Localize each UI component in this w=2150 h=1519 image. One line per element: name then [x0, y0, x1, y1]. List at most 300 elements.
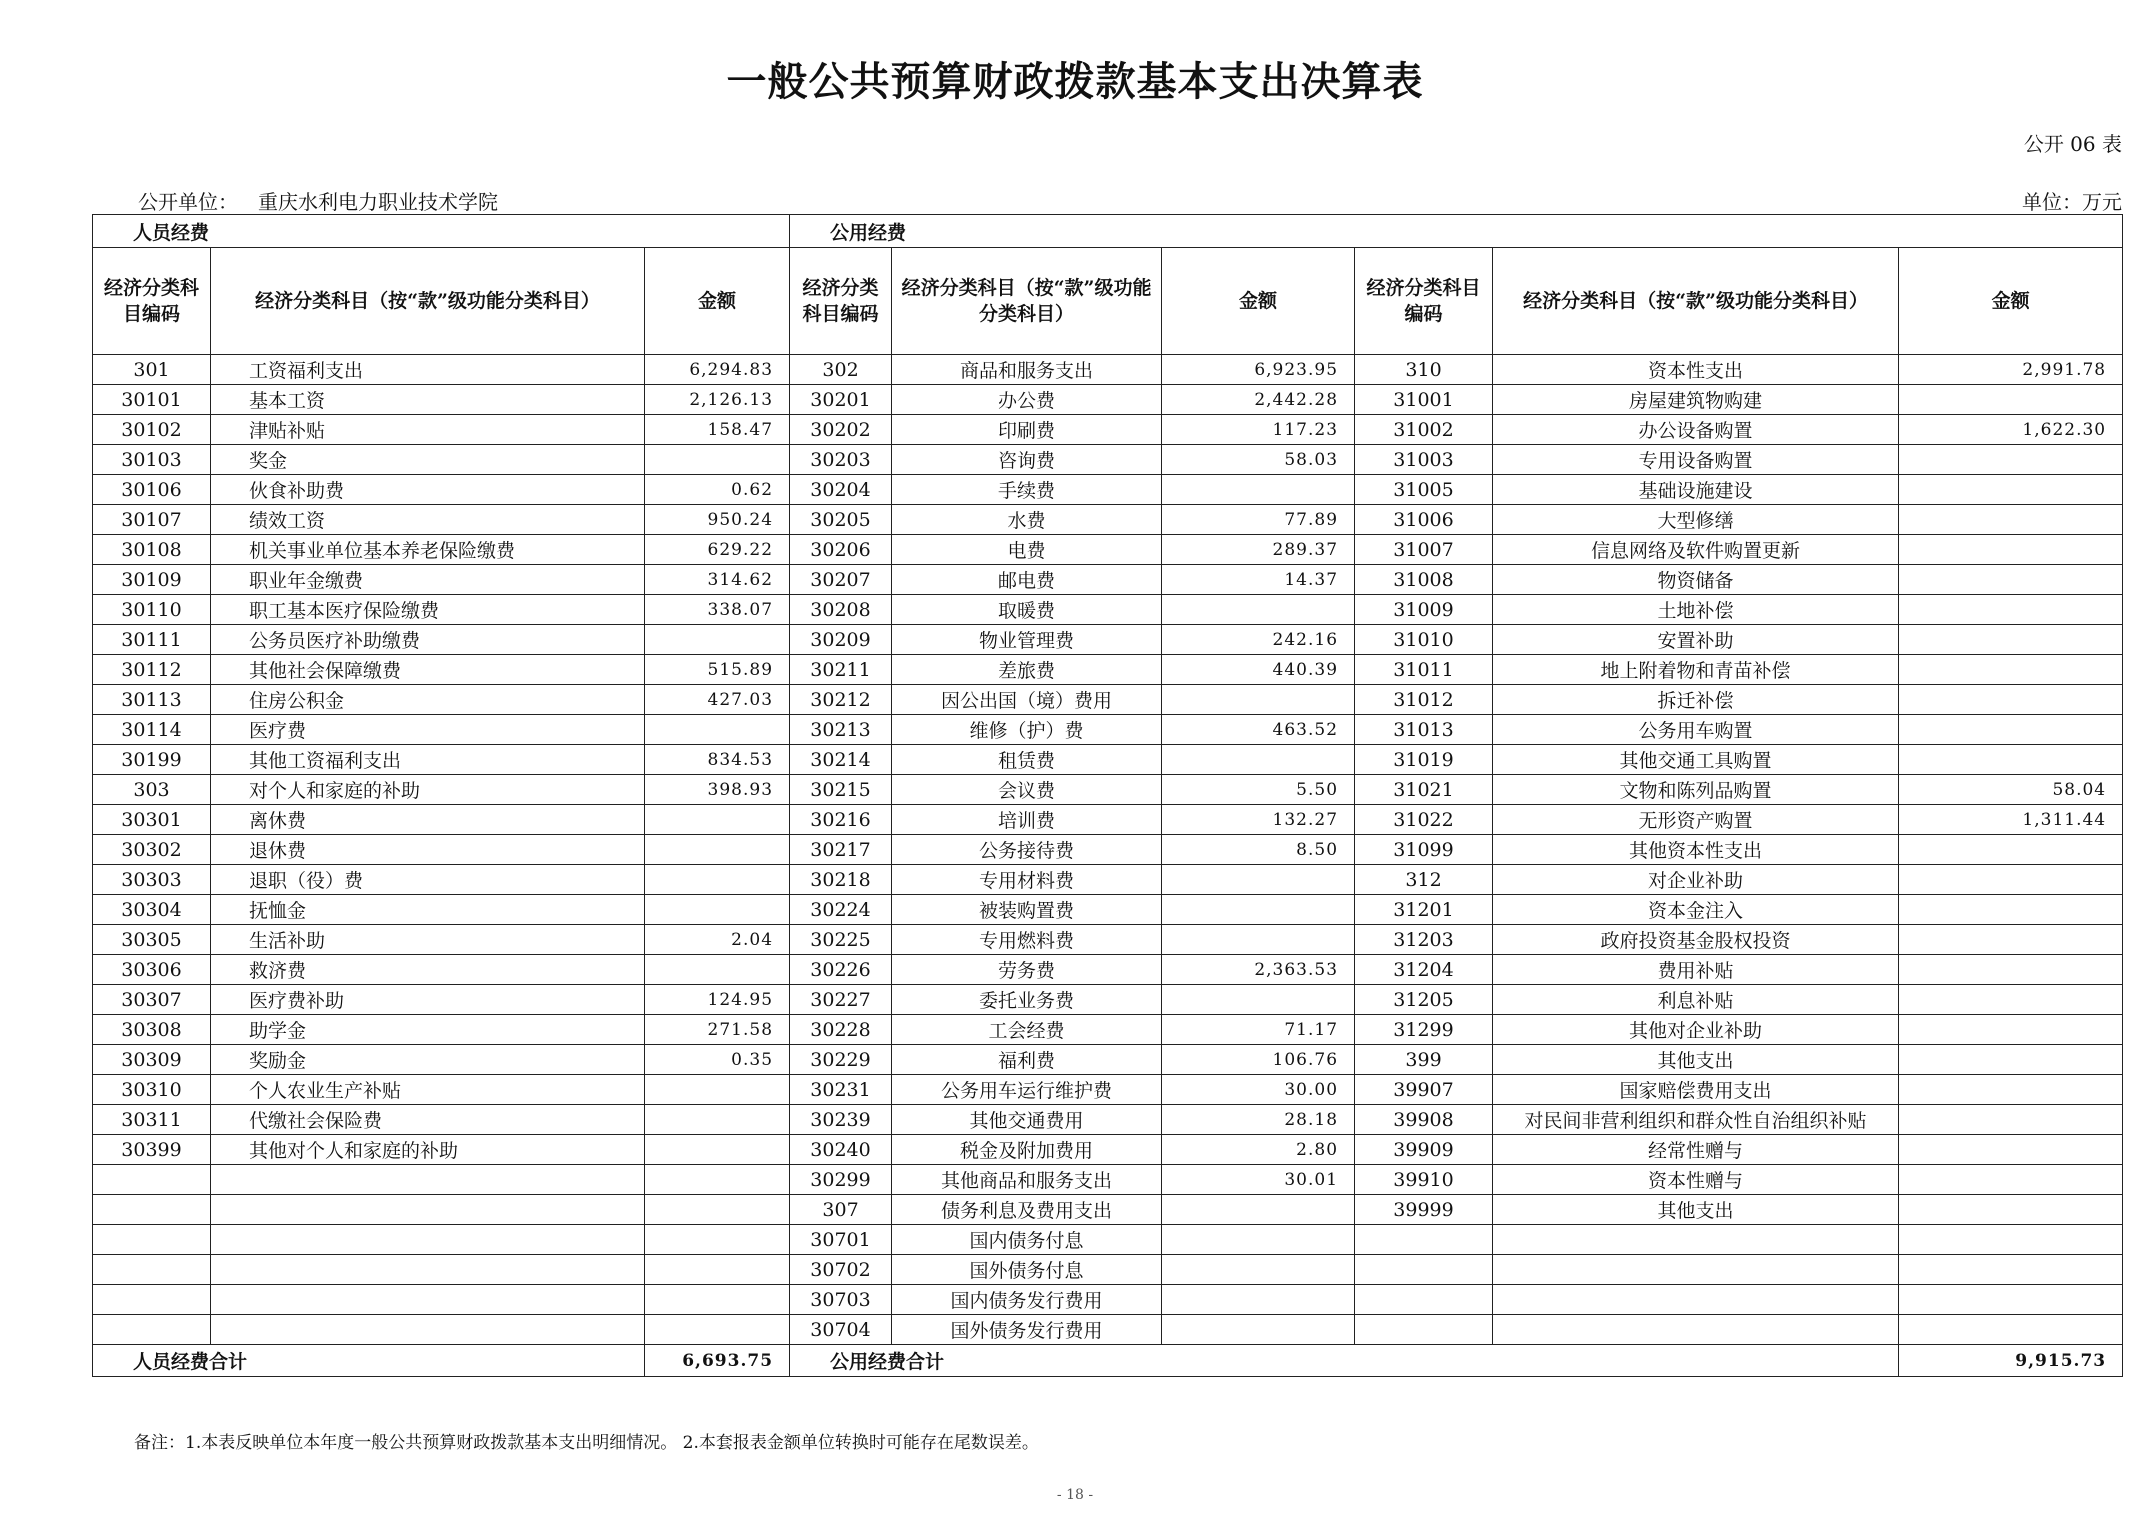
cell-amount-3 — [1899, 835, 2123, 865]
table-row — [93, 625, 2123, 655]
cell-code-3: 31201 — [1355, 895, 1493, 925]
cell-code-3 — [1355, 1225, 1493, 1255]
cell-code-3: 31205 — [1355, 985, 1493, 1015]
cell-code-1: 30302 — [93, 835, 211, 865]
cell-name-1: 伙食补助费 — [211, 475, 645, 505]
cell-amount-2: 5.50 — [1162, 775, 1355, 805]
cell-name-3: 大型修缮 — [1493, 505, 1899, 535]
cell-amount-2: 463.52 — [1162, 715, 1355, 745]
table-row — [93, 415, 2123, 445]
personnel-total-amount: 6,693.75 — [645, 1345, 790, 1377]
cell-name-1: 职业年金缴费 — [211, 565, 645, 595]
cell-code-1: 30110 — [93, 595, 211, 625]
cell-name-3: 办公设备购置 — [1493, 415, 1899, 445]
cell-code-3: 310 — [1355, 355, 1493, 385]
table-row — [93, 865, 2123, 895]
cell-name-3: 费用补贴 — [1493, 955, 1899, 985]
cell-amount-2: 14.37 — [1162, 565, 1355, 595]
cell-amount-2 — [1162, 1315, 1355, 1345]
cell-amount-3: 1,311.44 — [1899, 805, 2123, 835]
cell-name-3: 资本性赠与 — [1493, 1165, 1899, 1195]
cell-code-2: 30214 — [790, 745, 892, 775]
cell-amount-2: 289.37 — [1162, 535, 1355, 565]
table-row — [93, 1015, 2123, 1045]
cell-name-1 — [211, 1165, 645, 1195]
table-row — [93, 475, 2123, 505]
cell-code-1: 30309 — [93, 1045, 211, 1075]
cell-code-2: 30229 — [790, 1045, 892, 1075]
cell-name-3: 对企业补助 — [1493, 865, 1899, 895]
cell-amount-2: 132.27 — [1162, 805, 1355, 835]
cell-name-3 — [1493, 1315, 1899, 1345]
cell-name-3: 经常性赠与 — [1493, 1135, 1899, 1165]
table-row — [93, 1165, 2123, 1195]
cell-name-2: 维修（护）费 — [892, 715, 1162, 745]
cell-amount-3 — [1899, 1255, 2123, 1285]
cell-name-1 — [211, 1255, 645, 1285]
table-row — [93, 655, 2123, 685]
cell-name-1: 职工基本医疗保险缴费 — [211, 595, 645, 625]
cell-code-2: 30226 — [790, 955, 892, 985]
cell-name-2: 电费 — [892, 535, 1162, 565]
cell-code-1: 30307 — [93, 985, 211, 1015]
cell-name-1: 医疗费补助 — [211, 985, 645, 1015]
table-row — [93, 1105, 2123, 1135]
cell-code-1: 30107 — [93, 505, 211, 535]
cell-amount-2 — [1162, 865, 1355, 895]
cell-code-2: 30205 — [790, 505, 892, 535]
cell-amount-1: 6,294.83 — [645, 355, 790, 385]
cell-amount-2 — [1162, 1195, 1355, 1225]
header-amount-2: 金额 — [1162, 248, 1355, 355]
section-row — [93, 215, 2123, 248]
cell-code-2: 30224 — [790, 895, 892, 925]
cell-amount-2 — [1162, 475, 1355, 505]
cell-amount-3 — [1899, 985, 2123, 1015]
cell-amount-1: 158.47 — [645, 415, 790, 445]
cell-code-3: 31010 — [1355, 625, 1493, 655]
cell-code-1: 30303 — [93, 865, 211, 895]
form-number: 公开 06 表 — [2023, 132, 2122, 156]
header-name-2: 经济分类科目（按“款”级功能分类科目） — [892, 248, 1162, 355]
cell-code-3: 31204 — [1355, 955, 1493, 985]
cell-name-2: 福利费 — [892, 1045, 1162, 1075]
cell-code-2: 30701 — [790, 1225, 892, 1255]
cell-code-2: 30240 — [790, 1135, 892, 1165]
cell-amount-2: 2,442.28 — [1162, 385, 1355, 415]
cell-code-1: 30306 — [93, 955, 211, 985]
cell-code-2: 30231 — [790, 1075, 892, 1105]
cell-code-1 — [93, 1315, 211, 1345]
table-row — [93, 565, 2123, 595]
cell-name-3: 资本金注入 — [1493, 895, 1899, 925]
cell-name-3: 其他支出 — [1493, 1045, 1899, 1075]
section-personnel: 人员经费 — [93, 215, 790, 248]
cell-code-2: 30702 — [790, 1255, 892, 1285]
cell-code-2: 30227 — [790, 985, 892, 1015]
cell-name-1: 公务员医疗补助缴费 — [211, 625, 645, 655]
cell-name-1 — [211, 1315, 645, 1345]
cell-code-2: 30218 — [790, 865, 892, 895]
cell-code-2: 30704 — [790, 1315, 892, 1345]
cell-code-3: 31012 — [1355, 685, 1493, 715]
cell-name-2: 专用材料费 — [892, 865, 1162, 895]
cell-amount-2 — [1162, 745, 1355, 775]
cell-amount-1: 314.62 — [645, 565, 790, 595]
cell-name-1: 其他社会保障缴费 — [211, 655, 645, 685]
cell-name-2: 其他商品和服务支出 — [892, 1165, 1162, 1195]
cell-code-1: 30311 — [93, 1105, 211, 1135]
cell-name-1: 机关事业单位基本养老保险缴费 — [211, 535, 645, 565]
cell-name-2: 其他交通费用 — [892, 1105, 1162, 1135]
cell-name-3: 其他交通工具购置 — [1493, 745, 1899, 775]
cell-name-2: 印刷费 — [892, 415, 1162, 445]
cell-code-2: 30213 — [790, 715, 892, 745]
cell-code-1: 30199 — [93, 745, 211, 775]
cell-code-3: 31019 — [1355, 745, 1493, 775]
cell-name-3: 基础设施建设 — [1493, 475, 1899, 505]
table-row — [93, 355, 2123, 385]
table-row — [93, 1135, 2123, 1165]
cell-name-3: 土地补偿 — [1493, 595, 1899, 625]
cell-code-1 — [93, 1285, 211, 1315]
cell-amount-2 — [1162, 1225, 1355, 1255]
cell-code-1: 30308 — [93, 1015, 211, 1045]
table-row — [93, 1285, 2123, 1315]
cell-name-1: 其他对个人和家庭的补助 — [211, 1135, 645, 1165]
cell-name-3: 政府投资基金股权投资 — [1493, 925, 1899, 955]
cell-amount-1: 427.03 — [645, 685, 790, 715]
cell-name-2: 专用燃料费 — [892, 925, 1162, 955]
cell-amount-3 — [1899, 1195, 2123, 1225]
cell-amount-2: 6,923.95 — [1162, 355, 1355, 385]
cell-code-1: 30112 — [93, 655, 211, 685]
cell-name-3 — [1493, 1285, 1899, 1315]
cell-code-1 — [93, 1165, 211, 1195]
cell-amount-3 — [1899, 565, 2123, 595]
cell-name-2: 工会经费 — [892, 1015, 1162, 1045]
cell-name-3: 地上附着物和青苗补偿 — [1493, 655, 1899, 685]
table-row — [93, 595, 2123, 625]
cell-code-1: 30113 — [93, 685, 211, 715]
cell-name-3: 公务用车购置 — [1493, 715, 1899, 745]
cell-name-1: 医疗费 — [211, 715, 645, 745]
cell-name-3: 专用设备购置 — [1493, 445, 1899, 475]
cell-name-1: 工资福利支出 — [211, 355, 645, 385]
cell-name-2: 物业管理费 — [892, 625, 1162, 655]
cell-amount-3 — [1899, 1075, 2123, 1105]
cell-name-1: 对个人和家庭的补助 — [211, 775, 645, 805]
public-total-label: 公用经费合计 — [790, 1345, 1899, 1377]
cell-name-2: 因公出国（境）费用 — [892, 685, 1162, 715]
cell-amount-1: 271.58 — [645, 1015, 790, 1045]
cell-code-1: 30304 — [93, 895, 211, 925]
cell-code-2: 30215 — [790, 775, 892, 805]
table-row — [93, 1075, 2123, 1105]
cell-amount-1 — [645, 1225, 790, 1255]
cell-name-2: 取暖费 — [892, 595, 1162, 625]
cell-name-1: 救济费 — [211, 955, 645, 985]
cell-amount-1 — [645, 1315, 790, 1345]
cell-amount-1: 2.04 — [645, 925, 790, 955]
footnote: 备注：1.本表反映单位本年度一般公共预算财政拨款基本支出明细情况。 2.本套报表金额单位转换时可能存在尾数误差。 — [134, 1433, 1039, 1453]
cell-code-1: 30111 — [93, 625, 211, 655]
cell-code-3: 31022 — [1355, 805, 1493, 835]
cell-amount-3 — [1899, 655, 2123, 685]
cell-name-3: 其他对企业补助 — [1493, 1015, 1899, 1045]
cell-amount-2 — [1162, 925, 1355, 955]
table-row — [93, 925, 2123, 955]
cell-code-2: 302 — [790, 355, 892, 385]
table-row — [93, 775, 2123, 805]
cell-amount-2: 2.80 — [1162, 1135, 1355, 1165]
cell-amount-1 — [645, 1105, 790, 1135]
cell-code-1: 30106 — [93, 475, 211, 505]
cell-amount-1: 629.22 — [645, 535, 790, 565]
cell-code-2: 30225 — [790, 925, 892, 955]
cell-amount-3 — [1899, 1105, 2123, 1135]
cell-code-1: 30103 — [93, 445, 211, 475]
cell-name-1: 退休费 — [211, 835, 645, 865]
cell-amount-1: 0.62 — [645, 475, 790, 505]
cell-code-1: 30102 — [93, 415, 211, 445]
cell-code-2: 30209 — [790, 625, 892, 655]
cell-name-1: 生活补助 — [211, 925, 645, 955]
cell-name-3: 国家赔偿费用支出 — [1493, 1075, 1899, 1105]
cell-name-1: 其他工资福利支出 — [211, 745, 645, 775]
cell-code-3 — [1355, 1255, 1493, 1285]
cell-code-2: 30228 — [790, 1015, 892, 1045]
cell-amount-3 — [1899, 445, 2123, 475]
cell-amount-2: 440.39 — [1162, 655, 1355, 685]
cell-name-1: 住房公积金 — [211, 685, 645, 715]
cell-amount-1 — [645, 895, 790, 925]
cell-name-2: 债务利息及费用支出 — [892, 1195, 1162, 1225]
cell-amount-3 — [1899, 1045, 2123, 1075]
cell-name-3: 资本性支出 — [1493, 355, 1899, 385]
cell-name-2: 商品和服务支出 — [892, 355, 1162, 385]
cell-code-3: 31001 — [1355, 385, 1493, 415]
table-row — [93, 715, 2123, 745]
cell-amount-2: 77.89 — [1162, 505, 1355, 535]
cell-code-2: 30703 — [790, 1285, 892, 1315]
expenditure-table — [92, 214, 2123, 1377]
table-row — [93, 745, 2123, 775]
cell-name-2: 培训费 — [892, 805, 1162, 835]
cell-amount-3 — [1899, 1225, 2123, 1255]
cell-amount-3 — [1899, 745, 2123, 775]
cell-name-1 — [211, 1195, 645, 1225]
cell-amount-1 — [645, 715, 790, 745]
cell-code-3: 31203 — [1355, 925, 1493, 955]
cell-name-3: 房屋建筑物购建 — [1493, 385, 1899, 415]
cell-code-3: 31099 — [1355, 835, 1493, 865]
table-row — [93, 535, 2123, 565]
cell-name-1: 个人农业生产补贴 — [211, 1075, 645, 1105]
reporting-unit-label: 公开单位： — [138, 190, 238, 214]
cell-amount-2: 28.18 — [1162, 1105, 1355, 1135]
cell-amount-1 — [645, 1135, 790, 1165]
cell-code-3: 31299 — [1355, 1015, 1493, 1045]
cell-code-2: 30206 — [790, 535, 892, 565]
cell-name-3: 其他资本性支出 — [1493, 835, 1899, 865]
cell-amount-3 — [1899, 385, 2123, 415]
cell-name-2: 水费 — [892, 505, 1162, 535]
cell-amount-3: 2,991.78 — [1899, 355, 2123, 385]
cell-code-2: 307 — [790, 1195, 892, 1225]
cell-amount-3 — [1899, 685, 2123, 715]
cell-code-3: 31007 — [1355, 535, 1493, 565]
cell-name-1: 代缴社会保险费 — [211, 1105, 645, 1135]
cell-amount-3 — [1899, 625, 2123, 655]
cell-amount-3 — [1899, 475, 2123, 505]
cell-amount-3 — [1899, 1135, 2123, 1165]
personnel-total-label: 人员经费合计 — [93, 1345, 645, 1377]
cell-code-3: 39908 — [1355, 1105, 1493, 1135]
cell-code-1: 30108 — [93, 535, 211, 565]
cell-name-2: 税金及附加费用 — [892, 1135, 1162, 1165]
cell-amount-1 — [645, 805, 790, 835]
cell-code-1: 30305 — [93, 925, 211, 955]
cell-name-1: 奖励金 — [211, 1045, 645, 1075]
cell-name-2: 邮电费 — [892, 565, 1162, 595]
total-row — [93, 1345, 2123, 1377]
table-row — [93, 505, 2123, 535]
cell-code-2: 30217 — [790, 835, 892, 865]
cell-amount-3: 1,622.30 — [1899, 415, 2123, 445]
cell-name-2: 国外债务付息 — [892, 1255, 1162, 1285]
cell-amount-1: 950.24 — [645, 505, 790, 535]
header-amount-3: 金额 — [1899, 248, 2123, 355]
cell-code-1: 30101 — [93, 385, 211, 415]
cell-code-1 — [93, 1225, 211, 1255]
cell-code-1: 301 — [93, 355, 211, 385]
cell-code-3 — [1355, 1315, 1493, 1345]
page-number: - 18 - — [1056, 1487, 1094, 1503]
table-row — [93, 1195, 2123, 1225]
reporting-unit — [138, 186, 518, 215]
cell-code-2: 30299 — [790, 1165, 892, 1195]
cell-amount-1: 0.35 — [645, 1045, 790, 1075]
cell-name-3: 对民间非营利组织和群众性自治组织补贴 — [1493, 1105, 1899, 1135]
reporting-unit-name: 重庆水利电力职业技术学院 — [258, 190, 498, 214]
cell-name-2: 手续费 — [892, 475, 1162, 505]
cell-name-1: 抚恤金 — [211, 895, 645, 925]
cell-code-2: 30207 — [790, 565, 892, 595]
cell-name-3: 文物和陈列品购置 — [1493, 775, 1899, 805]
cell-name-2: 租赁费 — [892, 745, 1162, 775]
table-row — [93, 1045, 2123, 1075]
currency-unit: 单位：万元 — [2022, 190, 2122, 214]
cell-code-2: 30203 — [790, 445, 892, 475]
cell-amount-1 — [645, 1165, 790, 1195]
cell-amount-2: 58.03 — [1162, 445, 1355, 475]
cell-name-3 — [1493, 1225, 1899, 1255]
cell-name-3: 拆迁补偿 — [1493, 685, 1899, 715]
cell-code-2: 30204 — [790, 475, 892, 505]
cell-amount-1: 398.93 — [645, 775, 790, 805]
cell-amount-3 — [1899, 925, 2123, 955]
table-row — [93, 985, 2123, 1015]
cell-code-1: 30301 — [93, 805, 211, 835]
header-name-3: 经济分类科目（按“款”级功能分类科目） — [1493, 248, 1899, 355]
cell-name-2: 劳务费 — [892, 955, 1162, 985]
cell-code-3: 31021 — [1355, 775, 1493, 805]
cell-name-3: 安置补助 — [1493, 625, 1899, 655]
header-code-1: 经济分类科目编码 — [93, 248, 211, 355]
cell-amount-2: 30.01 — [1162, 1165, 1355, 1195]
cell-name-2: 咨询费 — [892, 445, 1162, 475]
cell-amount-2: 106.76 — [1162, 1045, 1355, 1075]
cell-name-1: 退职（役）费 — [211, 865, 645, 895]
cell-amount-3 — [1899, 1165, 2123, 1195]
cell-code-1: 30114 — [93, 715, 211, 745]
cell-amount-3 — [1899, 595, 2123, 625]
cell-amount-1: 834.53 — [645, 745, 790, 775]
cell-name-2: 被装购置费 — [892, 895, 1162, 925]
cell-name-3 — [1493, 1255, 1899, 1285]
cell-code-2: 30216 — [790, 805, 892, 835]
cell-code-3: 31003 — [1355, 445, 1493, 475]
cell-amount-1 — [645, 955, 790, 985]
cell-amount-2: 30.00 — [1162, 1075, 1355, 1105]
cell-name-2: 差旅费 — [892, 655, 1162, 685]
cell-code-1: 30310 — [93, 1075, 211, 1105]
cell-code-2: 30208 — [790, 595, 892, 625]
cell-name-3: 信息网络及软件购置更新 — [1493, 535, 1899, 565]
cell-name-2: 国内债务发行费用 — [892, 1285, 1162, 1315]
cell-name-1: 津贴补贴 — [211, 415, 645, 445]
cell-amount-1 — [645, 1285, 790, 1315]
table-row — [93, 385, 2123, 415]
cell-name-1: 奖金 — [211, 445, 645, 475]
cell-amount-3 — [1899, 895, 2123, 925]
cell-code-3: 31008 — [1355, 565, 1493, 595]
table-row — [93, 835, 2123, 865]
header-code-3: 经济分类科目编码 — [1355, 248, 1493, 355]
table-row — [93, 1315, 2123, 1345]
cell-amount-3 — [1899, 865, 2123, 895]
cell-name-1: 助学金 — [211, 1015, 645, 1045]
cell-code-3: 39910 — [1355, 1165, 1493, 1195]
cell-name-1 — [211, 1285, 645, 1315]
cell-code-1: 303 — [93, 775, 211, 805]
cell-name-2: 国外债务发行费用 — [892, 1315, 1162, 1345]
cell-amount-1 — [645, 1075, 790, 1105]
cell-amount-2: 242.16 — [1162, 625, 1355, 655]
cell-amount-3 — [1899, 1285, 2123, 1315]
header-row — [93, 248, 2123, 355]
cell-amount-3 — [1899, 955, 2123, 985]
cell-code-3: 312 — [1355, 865, 1493, 895]
cell-amount-2 — [1162, 895, 1355, 925]
public-total-amount: 9,915.73 — [1899, 1345, 2123, 1377]
cell-name-3: 物资储备 — [1493, 565, 1899, 595]
cell-code-3: 31005 — [1355, 475, 1493, 505]
cell-name-1: 离休费 — [211, 805, 645, 835]
cell-code-3: 31009 — [1355, 595, 1493, 625]
cell-amount-3 — [1899, 505, 2123, 535]
header-amount-1: 金额 — [645, 248, 790, 355]
cell-amount-2 — [1162, 595, 1355, 625]
cell-name-3: 其他支出 — [1493, 1195, 1899, 1225]
table-row — [93, 1255, 2123, 1285]
table-row — [93, 805, 2123, 835]
cell-amount-3: 58.04 — [1899, 775, 2123, 805]
table-row — [93, 1225, 2123, 1255]
cell-amount-3 — [1899, 1315, 2123, 1345]
cell-amount-3 — [1899, 535, 2123, 565]
